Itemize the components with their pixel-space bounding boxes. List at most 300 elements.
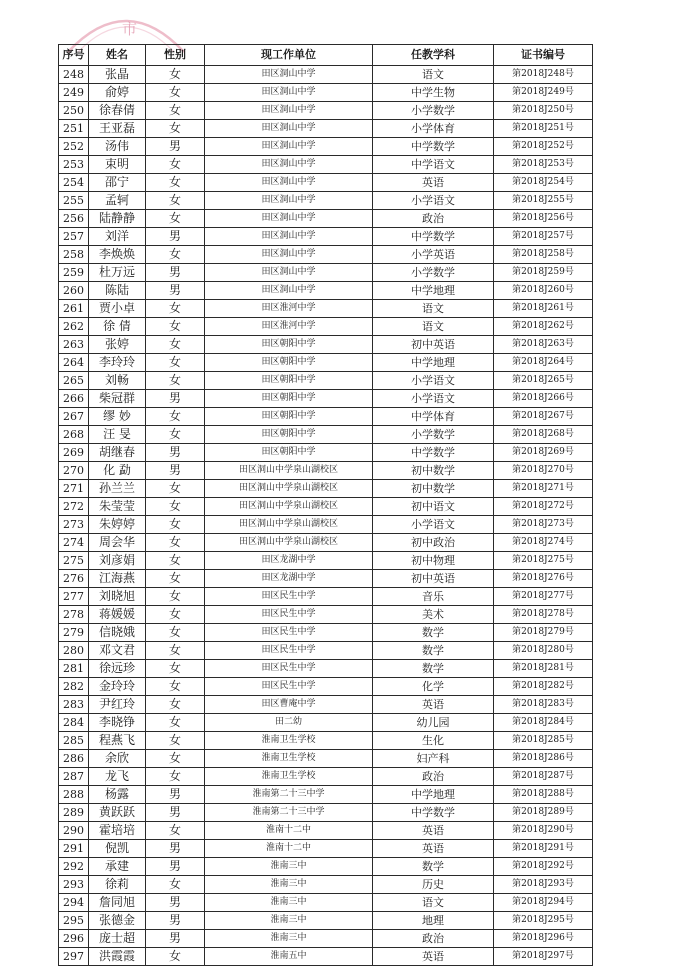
cell-school: 田区龙湖中学 <box>205 570 373 588</box>
cell-gender: 女 <box>146 354 205 372</box>
cell-name: 尹红玲 <box>89 696 146 714</box>
cell-school: 田区洞山中学 <box>205 66 373 84</box>
cell-number: 275 <box>59 552 89 570</box>
cell-certificate: 第2018J291号 <box>494 840 593 858</box>
cell-gender: 男 <box>146 264 205 282</box>
cell-name: 刘晓旭 <box>89 588 146 606</box>
table-row <box>59 282 593 300</box>
cell-number: 267 <box>59 408 89 426</box>
cell-number: 269 <box>59 444 89 462</box>
cell-subject: 小学语文 <box>373 192 494 210</box>
table-row <box>59 642 593 660</box>
cell-subject: 初中数学 <box>373 480 494 498</box>
table-row <box>59 138 593 156</box>
cell-number: 257 <box>59 228 89 246</box>
cell-name: 张婷 <box>89 336 146 354</box>
cell-name: 金玲玲 <box>89 678 146 696</box>
cell-subject: 英语 <box>373 696 494 714</box>
cell-number: 258 <box>59 246 89 264</box>
cell-subject: 数学 <box>373 660 494 678</box>
cell-subject: 小学语文 <box>373 372 494 390</box>
cell-name: 李晓铮 <box>89 714 146 732</box>
cell-gender: 女 <box>146 84 205 102</box>
cell-gender: 男 <box>146 912 205 930</box>
cell-certificate: 第2018J292号 <box>494 858 593 876</box>
cell-certificate: 第2018J264号 <box>494 354 593 372</box>
cell-number: 249 <box>59 84 89 102</box>
table-row <box>59 480 593 498</box>
cell-school: 淮南十二中 <box>205 822 373 840</box>
cell-certificate: 第2018J288号 <box>494 786 593 804</box>
cell-number: 272 <box>59 498 89 516</box>
cell-school: 田区龙湖中学 <box>205 552 373 570</box>
cell-subject: 初中英语 <box>373 336 494 354</box>
cell-gender: 男 <box>146 894 205 912</box>
cell-gender: 女 <box>146 156 205 174</box>
cell-gender: 女 <box>146 426 205 444</box>
table-row <box>59 174 593 192</box>
cell-name: 庞士超 <box>89 930 146 948</box>
seal-text: 市 <box>122 20 138 38</box>
cell-number: 293 <box>59 876 89 894</box>
cell-subject: 中学地理 <box>373 786 494 804</box>
table-row <box>59 498 593 516</box>
cell-certificate: 第2018J289号 <box>494 804 593 822</box>
cell-school: 淮南卫生学校 <box>205 732 373 750</box>
cell-certificate: 第2018J273号 <box>494 516 593 534</box>
cell-subject: 语文 <box>373 300 494 318</box>
cell-number: 261 <box>59 300 89 318</box>
cell-name: 邓文君 <box>89 642 146 660</box>
cell-number: 277 <box>59 588 89 606</box>
cell-number: 259 <box>59 264 89 282</box>
table-row <box>59 714 593 732</box>
cell-school: 田区民生中学 <box>205 660 373 678</box>
cell-school: 田区民生中学 <box>205 624 373 642</box>
cell-certificate: 第2018J256号 <box>494 210 593 228</box>
cell-name: 詹同旭 <box>89 894 146 912</box>
cell-gender: 男 <box>146 462 205 480</box>
cell-subject: 政治 <box>373 210 494 228</box>
table-row <box>59 840 593 858</box>
cell-name: 邵宁 <box>89 174 146 192</box>
cell-number: 250 <box>59 102 89 120</box>
cell-school: 田二幼 <box>205 714 373 732</box>
cell-gender: 女 <box>146 732 205 750</box>
cell-name: 汪 旻 <box>89 426 146 444</box>
cell-gender: 女 <box>146 948 205 966</box>
cell-subject: 数学 <box>373 642 494 660</box>
cell-gender: 女 <box>146 192 205 210</box>
table-row <box>59 768 593 786</box>
cell-name: 朱婷婷 <box>89 516 146 534</box>
cell-subject: 小学语文 <box>373 390 494 408</box>
cell-gender: 女 <box>146 174 205 192</box>
cell-certificate: 第2018J268号 <box>494 426 593 444</box>
cell-gender: 女 <box>146 498 205 516</box>
table-row <box>59 372 593 390</box>
cell-school: 田区民生中学 <box>205 606 373 624</box>
cell-gender: 男 <box>146 786 205 804</box>
cell-number: 266 <box>59 390 89 408</box>
cell-gender: 女 <box>146 750 205 768</box>
cell-subject: 小学英语 <box>373 246 494 264</box>
table-row <box>59 66 593 84</box>
cell-gender: 男 <box>146 840 205 858</box>
cell-certificate: 第2018J272号 <box>494 498 593 516</box>
cell-name: 张晶 <box>89 66 146 84</box>
cell-number: 271 <box>59 480 89 498</box>
cell-name: 龙飞 <box>89 768 146 786</box>
cell-subject: 初中英语 <box>373 570 494 588</box>
cell-number: 284 <box>59 714 89 732</box>
cell-gender: 女 <box>146 300 205 318</box>
cell-number: 256 <box>59 210 89 228</box>
cell-name: 周会华 <box>89 534 146 552</box>
cell-name: 束明 <box>89 156 146 174</box>
table-row <box>59 318 593 336</box>
cell-subject: 中学语文 <box>373 156 494 174</box>
cell-name: 孙兰兰 <box>89 480 146 498</box>
cell-name: 江海燕 <box>89 570 146 588</box>
cell-subject: 小学语文 <box>373 516 494 534</box>
cell-gender: 女 <box>146 120 205 138</box>
cell-school: 田区淮河中学 <box>205 300 373 318</box>
cell-gender: 男 <box>146 930 205 948</box>
cell-number: 263 <box>59 336 89 354</box>
cell-subject: 生化 <box>373 732 494 750</box>
cell-number: 253 <box>59 156 89 174</box>
cell-number: 297 <box>59 948 89 966</box>
header-gender: 性别 <box>146 45 205 66</box>
cell-subject: 语文 <box>373 66 494 84</box>
cell-school: 田区洞山中学泉山湖校区 <box>205 534 373 552</box>
table-row <box>59 660 593 678</box>
cell-certificate: 第2018J282号 <box>494 678 593 696</box>
cell-certificate: 第2018J265号 <box>494 372 593 390</box>
table-row <box>59 858 593 876</box>
table-row <box>59 336 593 354</box>
header-subject: 任教学科 <box>373 45 494 66</box>
cell-subject: 地理 <box>373 912 494 930</box>
cell-subject: 中学数学 <box>373 138 494 156</box>
cell-gender: 男 <box>146 282 205 300</box>
cell-certificate: 第2018J284号 <box>494 714 593 732</box>
cell-school: 田区民生中学 <box>205 678 373 696</box>
cell-gender: 女 <box>146 714 205 732</box>
cell-certificate: 第2018J266号 <box>494 390 593 408</box>
table-row <box>59 246 593 264</box>
cell-name: 俞婷 <box>89 84 146 102</box>
cell-gender: 男 <box>146 228 205 246</box>
cell-number: 295 <box>59 912 89 930</box>
header-name: 姓名 <box>89 45 146 66</box>
cell-name: 汤伟 <box>89 138 146 156</box>
cell-gender: 男 <box>146 804 205 822</box>
table-row <box>59 462 593 480</box>
cell-name: 孟轲 <box>89 192 146 210</box>
cell-school: 田区民生中学 <box>205 588 373 606</box>
table-row <box>59 732 593 750</box>
table-row <box>59 876 593 894</box>
cell-subject: 英语 <box>373 840 494 858</box>
cell-certificate: 第2018J260号 <box>494 282 593 300</box>
table-row <box>59 156 593 174</box>
cell-certificate: 第2018J257号 <box>494 228 593 246</box>
cell-subject: 中学体育 <box>373 408 494 426</box>
cell-gender: 女 <box>146 660 205 678</box>
cell-gender: 女 <box>146 624 205 642</box>
cell-number: 285 <box>59 732 89 750</box>
cell-school: 淮南三中 <box>205 894 373 912</box>
cell-school: 田区民生中学 <box>205 642 373 660</box>
header-cert: 证书编号 <box>494 45 593 66</box>
cell-gender: 女 <box>146 210 205 228</box>
cell-subject: 数学 <box>373 624 494 642</box>
cell-subject: 小学数学 <box>373 426 494 444</box>
table-row <box>59 948 593 966</box>
cell-certificate: 第2018J267号 <box>494 408 593 426</box>
cell-name: 王亚磊 <box>89 120 146 138</box>
cell-name: 李焕焕 <box>89 246 146 264</box>
cell-school: 田区朝阳中学 <box>205 336 373 354</box>
cell-name: 贾小卓 <box>89 300 146 318</box>
cell-number: 280 <box>59 642 89 660</box>
cell-certificate: 第2018J297号 <box>494 948 593 966</box>
cell-gender: 女 <box>146 336 205 354</box>
cell-subject: 中学数学 <box>373 804 494 822</box>
table-body <box>59 66 593 966</box>
cell-name: 缪 妙 <box>89 408 146 426</box>
cell-certificate: 第2018J269号 <box>494 444 593 462</box>
cell-name: 程燕飞 <box>89 732 146 750</box>
cell-certificate: 第2018J255号 <box>494 192 593 210</box>
cell-subject: 中学数学 <box>373 228 494 246</box>
cell-subject: 小学体育 <box>373 120 494 138</box>
cell-gender: 男 <box>146 138 205 156</box>
cell-subject: 语文 <box>373 318 494 336</box>
cell-number: 248 <box>59 66 89 84</box>
cell-school: 淮南第二十三中学 <box>205 804 373 822</box>
cell-gender: 女 <box>146 822 205 840</box>
cell-gender: 女 <box>146 480 205 498</box>
cell-subject: 美术 <box>373 606 494 624</box>
cell-school: 田区洞山中学泉山湖校区 <box>205 516 373 534</box>
cell-school: 淮南三中 <box>205 930 373 948</box>
cell-subject: 初中语文 <box>373 498 494 516</box>
cell-certificate: 第2018J295号 <box>494 912 593 930</box>
cell-number: 289 <box>59 804 89 822</box>
cell-number: 251 <box>59 120 89 138</box>
cell-subject: 化学 <box>373 678 494 696</box>
cell-certificate: 第2018J249号 <box>494 84 593 102</box>
cell-gender: 女 <box>146 588 205 606</box>
table-row <box>59 750 593 768</box>
cell-name: 徐 倩 <box>89 318 146 336</box>
cell-subject: 中学地理 <box>373 354 494 372</box>
cell-school: 田区洞山中学 <box>205 210 373 228</box>
cell-name: 陈陆 <box>89 282 146 300</box>
cell-certificate: 第2018J281号 <box>494 660 593 678</box>
cell-certificate: 第2018J251号 <box>494 120 593 138</box>
table-row <box>59 606 593 624</box>
cell-gender: 女 <box>146 516 205 534</box>
cell-school: 田区洞山中学 <box>205 84 373 102</box>
cell-name: 刘洋 <box>89 228 146 246</box>
cell-number: 262 <box>59 318 89 336</box>
table-row <box>59 120 593 138</box>
table-row <box>59 84 593 102</box>
cell-number: 265 <box>59 372 89 390</box>
cell-subject: 初中物理 <box>373 552 494 570</box>
table-row <box>59 264 593 282</box>
cell-school: 田区洞山中学 <box>205 192 373 210</box>
table-row <box>59 210 593 228</box>
cell-school: 淮南卫生学校 <box>205 750 373 768</box>
cell-name: 刘彦娟 <box>89 552 146 570</box>
cell-school: 田区洞山中学 <box>205 282 373 300</box>
cell-subject: 英语 <box>373 948 494 966</box>
table-row <box>59 444 593 462</box>
header-no: 序号 <box>59 45 89 66</box>
cell-subject: 语文 <box>373 894 494 912</box>
table-row <box>59 516 593 534</box>
cell-gender: 女 <box>146 534 205 552</box>
cell-school: 田区朝阳中学 <box>205 408 373 426</box>
table-header-row <box>59 45 593 66</box>
cell-name: 承建 <box>89 858 146 876</box>
table-row <box>59 570 593 588</box>
cell-name: 化 勐 <box>89 462 146 480</box>
table-row <box>59 912 593 930</box>
cell-number: 290 <box>59 822 89 840</box>
cell-gender: 男 <box>146 444 205 462</box>
cell-number: 274 <box>59 534 89 552</box>
cell-subject: 政治 <box>373 768 494 786</box>
table-row <box>59 678 593 696</box>
cell-subject: 政治 <box>373 930 494 948</box>
cell-certificate: 第2018J253号 <box>494 156 593 174</box>
cell-gender: 男 <box>146 390 205 408</box>
cell-name: 刘畅 <box>89 372 146 390</box>
cell-name: 杨露 <box>89 786 146 804</box>
cell-certificate: 第2018J277号 <box>494 588 593 606</box>
cell-school: 田区曹庵中学 <box>205 696 373 714</box>
cell-school: 田区洞山中学 <box>205 138 373 156</box>
cell-name: 李玲玲 <box>89 354 146 372</box>
cell-name: 余欣 <box>89 750 146 768</box>
cell-certificate: 第2018J294号 <box>494 894 593 912</box>
header-school: 现工作单位 <box>205 45 373 66</box>
cell-name: 朱莹莹 <box>89 498 146 516</box>
cell-certificate: 第2018J258号 <box>494 246 593 264</box>
cell-subject: 小学数学 <box>373 264 494 282</box>
cell-school: 田区朝阳中学 <box>205 372 373 390</box>
cell-name: 陆静静 <box>89 210 146 228</box>
cell-name: 信晓娥 <box>89 624 146 642</box>
cell-certificate: 第2018J261号 <box>494 300 593 318</box>
cell-gender: 女 <box>146 876 205 894</box>
cell-subject: 数学 <box>373 858 494 876</box>
cell-number: 264 <box>59 354 89 372</box>
cell-certificate: 第2018J286号 <box>494 750 593 768</box>
cell-certificate: 第2018J252号 <box>494 138 593 156</box>
cell-number: 288 <box>59 786 89 804</box>
cell-school: 田区洞山中学 <box>205 102 373 120</box>
cell-school: 淮南三中 <box>205 876 373 894</box>
cell-subject: 初中数学 <box>373 462 494 480</box>
cell-school: 田区朝阳中学 <box>205 354 373 372</box>
cell-certificate: 第2018J248号 <box>494 66 593 84</box>
cell-gender: 女 <box>146 696 205 714</box>
table-row <box>59 390 593 408</box>
cell-name: 徐莉 <box>89 876 146 894</box>
cell-gender: 女 <box>146 570 205 588</box>
cell-gender: 女 <box>146 66 205 84</box>
cell-school: 淮南三中 <box>205 858 373 876</box>
cell-subject: 中学地理 <box>373 282 494 300</box>
table-row <box>59 300 593 318</box>
cell-name: 蒋媛媛 <box>89 606 146 624</box>
cell-school: 田区洞山中学泉山湖校区 <box>205 462 373 480</box>
table-row <box>59 228 593 246</box>
cell-school: 田区洞山中学泉山湖校区 <box>205 498 373 516</box>
cell-gender: 女 <box>146 642 205 660</box>
table-row <box>59 804 593 822</box>
cell-subject: 妇产科 <box>373 750 494 768</box>
table-row <box>59 102 593 120</box>
table-row <box>59 930 593 948</box>
cell-name: 胡继春 <box>89 444 146 462</box>
cell-certificate: 第2018J287号 <box>494 768 593 786</box>
cell-name: 杜万远 <box>89 264 146 282</box>
table-row <box>59 534 593 552</box>
cell-name: 洪霞霞 <box>89 948 146 966</box>
cell-certificate: 第2018J254号 <box>494 174 593 192</box>
cell-number: 283 <box>59 696 89 714</box>
cell-subject: 幼儿园 <box>373 714 494 732</box>
cell-number: 282 <box>59 678 89 696</box>
cell-gender: 女 <box>146 102 205 120</box>
table-row <box>59 786 593 804</box>
table-row <box>59 822 593 840</box>
cell-certificate: 第2018J250号 <box>494 102 593 120</box>
cell-certificate: 第2018J278号 <box>494 606 593 624</box>
cell-certificate: 第2018J283号 <box>494 696 593 714</box>
table-row <box>59 588 593 606</box>
cell-school: 淮南十二中 <box>205 840 373 858</box>
cell-certificate: 第2018J293号 <box>494 876 593 894</box>
cell-school: 田区朝阳中学 <box>205 426 373 444</box>
cell-name: 黄跃跃 <box>89 804 146 822</box>
cell-school: 淮南五中 <box>205 948 373 966</box>
cell-number: 254 <box>59 174 89 192</box>
cell-number: 278 <box>59 606 89 624</box>
cell-gender: 女 <box>146 552 205 570</box>
cell-school: 田区洞山中学 <box>205 228 373 246</box>
cell-school: 田区朝阳中学 <box>205 390 373 408</box>
cell-school: 田区洞山中学 <box>205 120 373 138</box>
cell-certificate: 第2018J270号 <box>494 462 593 480</box>
cell-number: 292 <box>59 858 89 876</box>
cell-subject: 历史 <box>373 876 494 894</box>
cell-school: 田区朝阳中学 <box>205 444 373 462</box>
table-row <box>59 624 593 642</box>
cell-certificate: 第2018J262号 <box>494 318 593 336</box>
cell-certificate: 第2018J276号 <box>494 570 593 588</box>
cell-school: 田区洞山中学泉山湖校区 <box>205 480 373 498</box>
table-row <box>59 426 593 444</box>
